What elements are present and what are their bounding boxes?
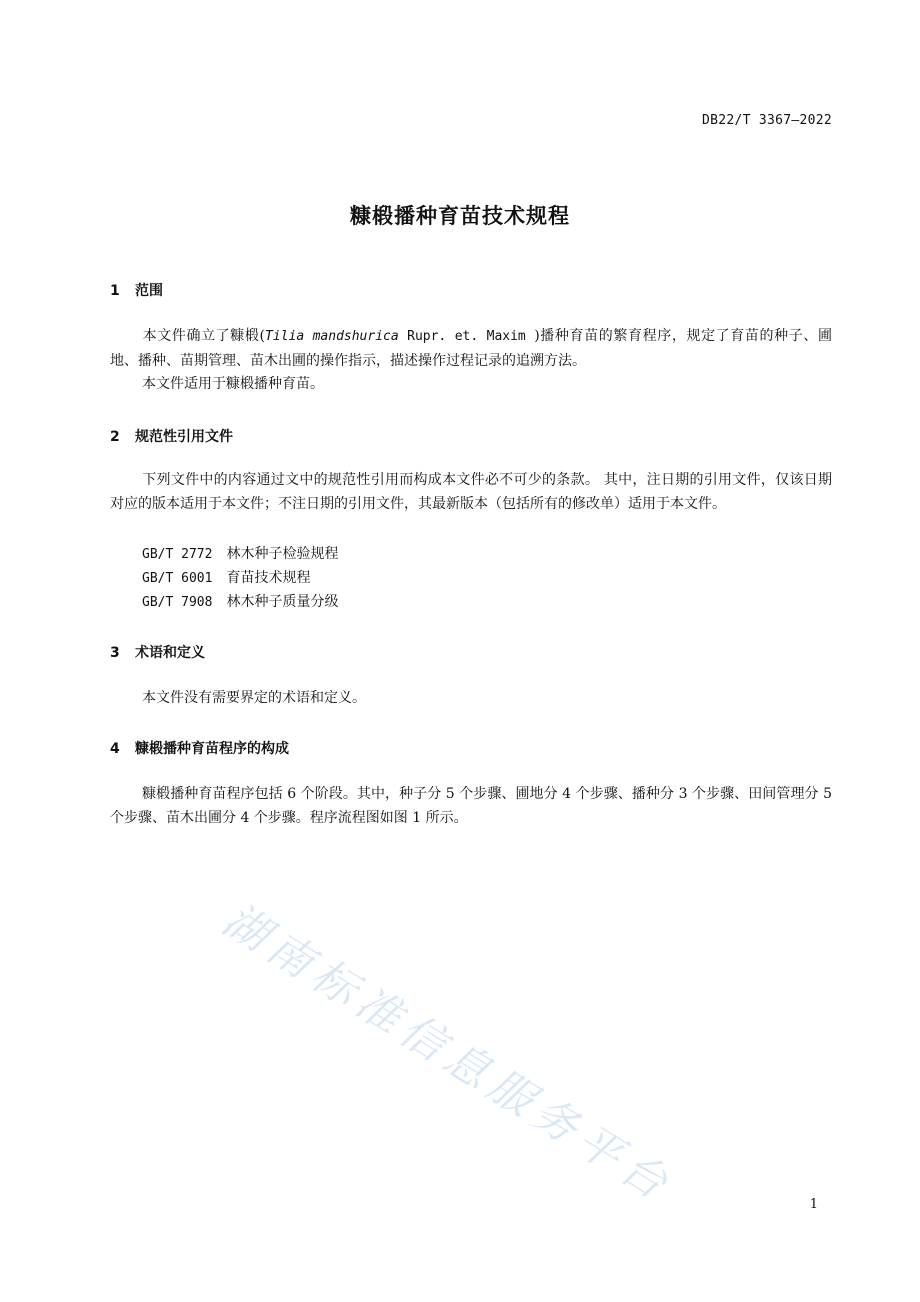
latin-species-name: Tilia mandshurica bbox=[265, 329, 399, 344]
reference-title: 林木种子检验规程 bbox=[226, 546, 339, 562]
reference-code: GB/T 2772 bbox=[142, 547, 213, 562]
section-1-paragraph-2: 本文件适用于糠椴播种育苗。 bbox=[142, 376, 324, 392]
reference-item bbox=[142, 590, 338, 615]
section-number: 4 bbox=[110, 741, 120, 757]
reference-code: GB/T 6001 bbox=[142, 571, 213, 586]
document-title: 糠椴播种育苗技术规程 bbox=[350, 204, 570, 228]
section-4-paragraph-1: 糠椴播种育苗程序包括 6 个阶段。其中，种子分 5 个步骤、圃地分 4 个步骤、播种分 3 个步骤、田间管理分 5 个步骤、苗木出圃分 4 个步骤。程序流程图如图 1 所示。 bbox=[110, 786, 832, 826]
reference-title: 育苗技术规程 bbox=[226, 570, 311, 586]
reference-code: GB/T 7908 bbox=[142, 595, 213, 610]
section-title: 糠椴播种育苗程序的构成 bbox=[135, 741, 289, 757]
reference-item bbox=[142, 566, 310, 591]
latin-author: Rupr. et. Maxim bbox=[398, 329, 535, 344]
section-3-heading bbox=[110, 642, 205, 662]
section-2-paragraph-1: 下列文件中的内容通过文中的规范性引用而构成本文件必不可少的条款。 其中，注日期的引用文件，仅该日期对应的版本适用于本文件；不注日期的引用文件，其最新版本（包括所有的修改单）适用于本文件。 bbox=[110, 472, 832, 512]
section-1-paragraph-1: 本文件确立了糠椴(Tilia mandshurica Rupr. et. Maxim )播种育苗的繁育程序，规定了育苗的种子、圃地、播种、苗期管理、苗木出圃的操作指示，描述操作过程记录的追溯方法。 bbox=[110, 328, 832, 369]
standard-code: DB22/T 3367—2022 bbox=[701, 113, 832, 128]
section-4-heading bbox=[110, 738, 289, 758]
section-3-paragraph-1: 本文件没有需要界定的术语和定义。 bbox=[142, 690, 366, 706]
section-number: 3 bbox=[110, 645, 120, 661]
page-number: 1 bbox=[809, 1197, 818, 1212]
section-number: 1 bbox=[110, 283, 120, 299]
section-title: 规范性引用文件 bbox=[135, 429, 233, 445]
section-title: 术语和定义 bbox=[135, 645, 205, 661]
section-number: 2 bbox=[110, 429, 120, 445]
section-title: 范围 bbox=[135, 283, 163, 299]
section-1-heading bbox=[110, 280, 163, 300]
reference-item bbox=[142, 542, 338, 567]
reference-title: 林木种子质量分级 bbox=[226, 594, 339, 610]
watermark: 湖南标准信息服务平台 bbox=[214, 894, 683, 1213]
section-2-heading bbox=[110, 426, 233, 446]
